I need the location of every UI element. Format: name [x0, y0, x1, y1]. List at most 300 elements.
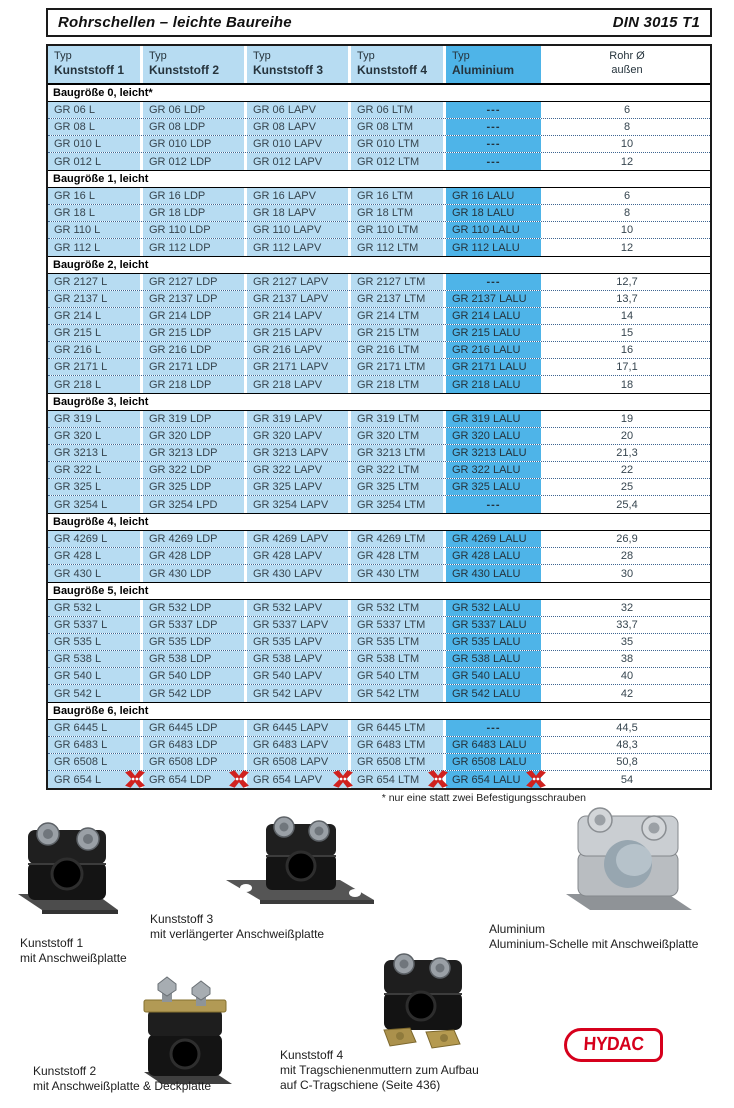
- cell-rohr-aussen: 25: [544, 479, 710, 495]
- caption-kunststoff-3: [150, 912, 324, 942]
- cell-typ-kunststoff-2: GR 112 LDP: [143, 239, 247, 256]
- cell-typ-kunststoff-1: GR 535 L: [48, 634, 143, 650]
- cell-typ-aluminium: GR 216 LALU: [446, 342, 544, 358]
- table-header-row: [48, 46, 710, 85]
- cell-typ-kunststoff-1: GR 18 L: [48, 205, 143, 221]
- cell-typ-kunststoff-2: GR 010 LDP: [143, 136, 247, 152]
- cell-typ-aluminium: GR 654 LALU: [446, 771, 544, 788]
- cell-typ-kunststoff-4: GR 654 LTM: [351, 771, 446, 788]
- table-row: [48, 462, 710, 479]
- cell-typ-kunststoff-3: GR 18 LAPV: [247, 205, 351, 221]
- cell-typ-kunststoff-4: GR 4269 LTM: [351, 531, 446, 547]
- cell-typ-kunststoff-3: GR 3213 LAPV: [247, 445, 351, 461]
- cell-typ-kunststoff-3: GR 08 LAPV: [247, 119, 351, 135]
- cell-typ-kunststoff-4: GR 06 LTM: [351, 102, 446, 118]
- cell-typ-kunststoff-1: GR 16 L: [48, 188, 143, 204]
- cell-typ-kunststoff-2: GR 320 LDP: [143, 428, 247, 444]
- cell-typ-kunststoff-2: GR 18 LDP: [143, 205, 247, 221]
- header-cell-kunststoff-3: [247, 46, 351, 83]
- page-title: Rohrschellen – leichte Baureihe: [58, 14, 292, 31]
- cell-typ-kunststoff-1: GR 3213 L: [48, 445, 143, 461]
- cell-typ-kunststoff-3: GR 214 LAPV: [247, 308, 351, 324]
- discontinued-stamp-icon: [332, 770, 354, 788]
- cell-rohr-aussen: 8: [544, 119, 710, 135]
- cell-typ-kunststoff-2: GR 2127 LDP: [143, 274, 247, 290]
- cell-typ-kunststoff-4: GR 112 LTM: [351, 239, 446, 256]
- cell-typ-kunststoff-4: GR 110 LTM: [351, 222, 446, 238]
- cell-typ-aluminium: GR 538 LALU: [446, 651, 544, 667]
- cell-typ-kunststoff-2: GR 06 LDP: [143, 102, 247, 118]
- cell-typ-aluminium: GR 2137 LALU: [446, 291, 544, 307]
- cell-typ-kunststoff-4: GR 012 LTM: [351, 153, 446, 170]
- header-material-label: Kunststoff 3: [253, 63, 323, 77]
- table-row: [48, 239, 710, 256]
- cell-typ-kunststoff-3: GR 3254 LAPV: [247, 496, 351, 513]
- cell-typ-kunststoff-2: GR 6445 LDP: [143, 720, 247, 736]
- cell-typ-kunststoff-2: GR 6508 LDP: [143, 754, 247, 770]
- cell-rohr-aussen: 44,5: [544, 720, 710, 736]
- cell-typ-kunststoff-3: GR 012 LAPV: [247, 153, 351, 170]
- cell-typ-aluminium: GR 110 LALU: [446, 222, 544, 238]
- cell-typ-aluminium: GR 319 LALU: [446, 411, 544, 427]
- header-typ-label: Typ: [54, 50, 72, 62]
- cell-typ-kunststoff-2: GR 4269 LDP: [143, 531, 247, 547]
- cell-typ-kunststoff-1: GR 532 L: [48, 600, 143, 616]
- cell-typ-kunststoff-4: GR 320 LTM: [351, 428, 446, 444]
- caption-line: Kunststoff 4: [280, 1048, 344, 1062]
- footnote: * nur eine statt zwei Befestigungsschrauben: [381, 792, 586, 804]
- cell-rohr-aussen: 12: [544, 239, 710, 256]
- cell-typ-aluminium: GR 18 LALU: [446, 205, 544, 221]
- cell-typ-kunststoff-1: GR 6508 L: [48, 754, 143, 770]
- cell-typ-aluminium: GR 112 LALU: [446, 239, 544, 256]
- cell-typ-aluminium: GR 535 LALU: [446, 634, 544, 650]
- cell-typ-kunststoff-1: GR 2127 L: [48, 274, 143, 290]
- cell-typ-aluminium: ---: [446, 274, 544, 290]
- table-row: [48, 136, 710, 153]
- cell-typ-aluminium: ---: [446, 496, 544, 513]
- cell-typ-aluminium: ---: [446, 720, 544, 736]
- table-row: [48, 737, 710, 754]
- cell-typ-kunststoff-3: GR 6445 LAPV: [247, 720, 351, 736]
- cell-typ-aluminium: GR 5337 LALU: [446, 617, 544, 633]
- cell-typ-kunststoff-4: GR 2171 LTM: [351, 359, 446, 375]
- cell-typ-aluminium: GR 428 LALU: [446, 548, 544, 564]
- table-row: [48, 325, 710, 342]
- cell-typ-kunststoff-4: GR 218 LTM: [351, 376, 446, 393]
- cell-typ-kunststoff-2: GR 430 LDP: [143, 565, 247, 582]
- cell-typ-kunststoff-3: GR 215 LAPV: [247, 325, 351, 341]
- cell-typ-kunststoff-3: GR 6483 LAPV: [247, 737, 351, 753]
- cell-typ-kunststoff-1: GR 2137 L: [48, 291, 143, 307]
- cell-typ-kunststoff-4: GR 6483 LTM: [351, 737, 446, 753]
- table-row: [48, 634, 710, 651]
- cell-typ-aluminium: ---: [446, 102, 544, 118]
- cell-typ-aluminium: GR 2171 LALU: [446, 359, 544, 375]
- cell-typ-kunststoff-2: GR 2137 LDP: [143, 291, 247, 307]
- cell-typ-aluminium: ---: [446, 136, 544, 152]
- cell-typ-kunststoff-2: GR 3254 LPD: [143, 496, 247, 513]
- table-row: [48, 754, 710, 771]
- header-cell-kunststoff-2: [143, 46, 247, 83]
- cell-rohr-aussen: 54: [544, 771, 710, 788]
- cell-typ-kunststoff-1: GR 4269 L: [48, 531, 143, 547]
- cell-typ-kunststoff-3: GR 112 LAPV: [247, 239, 351, 256]
- table-row: [48, 274, 710, 291]
- header-typ-label: Typ: [452, 50, 470, 62]
- cell-typ-kunststoff-3: GR 540 LAPV: [247, 668, 351, 684]
- cell-rohr-aussen: 20: [544, 428, 710, 444]
- cell-rohr-aussen: 15: [544, 325, 710, 341]
- cell-typ-kunststoff-1: GR 430 L: [48, 565, 143, 582]
- cell-typ-kunststoff-3: GR 2137 LAPV: [247, 291, 351, 307]
- cell-rohr-aussen: 32: [544, 600, 710, 616]
- cell-rohr-aussen: 22: [544, 462, 710, 478]
- cell-typ-aluminium: GR 540 LALU: [446, 668, 544, 684]
- cell-typ-kunststoff-3: GR 430 LAPV: [247, 565, 351, 582]
- header-typ-label: Typ: [357, 50, 375, 62]
- cell-rohr-aussen: 50,8: [544, 754, 710, 770]
- cell-typ-kunststoff-3: GR 654 LAPV: [247, 771, 351, 788]
- table-row: [48, 617, 710, 634]
- cell-rohr-aussen: 42: [544, 685, 710, 702]
- cell-typ-kunststoff-4: GR 08 LTM: [351, 119, 446, 135]
- cell-typ-kunststoff-4: GR 215 LTM: [351, 325, 446, 341]
- cell-typ-kunststoff-1: GR 3254 L: [48, 496, 143, 513]
- section-header-row: Baugröße 6, leicht: [48, 702, 710, 720]
- table-row: [48, 411, 710, 428]
- cell-typ-kunststoff-1: GR 08 L: [48, 119, 143, 135]
- section-header-row: Baugröße 4, leicht: [48, 513, 710, 531]
- table-row: [48, 291, 710, 308]
- cell-typ-kunststoff-1: GR 6483 L: [48, 737, 143, 753]
- cell-typ-kunststoff-4: GR 2127 LTM: [351, 274, 446, 290]
- table-row: [48, 205, 710, 222]
- cell-rohr-aussen: 12: [544, 153, 710, 170]
- caption-line: Kunststoff 3: [150, 912, 214, 926]
- cell-rohr-aussen: 38: [544, 651, 710, 667]
- cell-typ-kunststoff-4: GR 010 LTM: [351, 136, 446, 152]
- plastic-clamp-rail-nuts-illustration: [366, 952, 478, 1057]
- cell-typ-kunststoff-2: GR 214 LDP: [143, 308, 247, 324]
- cell-typ-kunststoff-3: GR 538 LAPV: [247, 651, 351, 667]
- cell-typ-kunststoff-3: GR 320 LAPV: [247, 428, 351, 444]
- cell-typ-kunststoff-3: GR 16 LAPV: [247, 188, 351, 204]
- cell-typ-aluminium: GR 4269 LALU: [446, 531, 544, 547]
- table-row: [48, 359, 710, 376]
- cell-typ-kunststoff-4: GR 214 LTM: [351, 308, 446, 324]
- plastic-clamp-weld-plate-illustration: [12, 818, 124, 920]
- aluminium-clamp-illustration: [556, 806, 704, 918]
- cell-typ-kunststoff-3: GR 2171 LAPV: [247, 359, 351, 375]
- cell-typ-kunststoff-4: GR 216 LTM: [351, 342, 446, 358]
- cell-typ-kunststoff-2: GR 428 LDP: [143, 548, 247, 564]
- cell-typ-kunststoff-4: GR 428 LTM: [351, 548, 446, 564]
- cell-typ-kunststoff-3: GR 2127 LAPV: [247, 274, 351, 290]
- pipe-clamp-table: [46, 44, 712, 790]
- cell-typ-aluminium: GR 532 LALU: [446, 600, 544, 616]
- header-typ-label: Typ: [149, 50, 167, 62]
- table-row: [48, 496, 710, 513]
- caption-line: mit Tragschienenmuttern zum Aufbau: [280, 1063, 479, 1077]
- header-material-label: Kunststoff 1: [54, 63, 124, 77]
- cell-typ-kunststoff-3: GR 4269 LAPV: [247, 531, 351, 547]
- cell-typ-aluminium: GR 16 LALU: [446, 188, 544, 204]
- cell-rohr-aussen: 48,3: [544, 737, 710, 753]
- cell-typ-kunststoff-2: GR 218 LDP: [143, 376, 247, 393]
- cell-rohr-aussen: 10: [544, 222, 710, 238]
- discontinued-stamp-icon: [124, 770, 146, 788]
- cell-typ-kunststoff-2: GR 08 LDP: [143, 119, 247, 135]
- table-row: [48, 308, 710, 325]
- cell-typ-kunststoff-1: GR 2171 L: [48, 359, 143, 375]
- cell-typ-kunststoff-2: GR 540 LDP: [143, 668, 247, 684]
- cell-typ-aluminium: GR 6483 LALU: [446, 737, 544, 753]
- section-header-row: Baugröße 2, leicht: [48, 256, 710, 274]
- cell-typ-kunststoff-4: GR 325 LTM: [351, 479, 446, 495]
- header-rohr-label: Rohr Ø: [609, 50, 645, 62]
- cell-typ-kunststoff-1: GR 216 L: [48, 342, 143, 358]
- cell-typ-aluminium: ---: [446, 153, 544, 170]
- cell-typ-kunststoff-4: GR 2137 LTM: [351, 291, 446, 307]
- cell-typ-kunststoff-4: GR 322 LTM: [351, 462, 446, 478]
- cell-typ-kunststoff-1: GR 320 L: [48, 428, 143, 444]
- cell-typ-kunststoff-2: GR 542 LDP: [143, 685, 247, 702]
- cell-typ-kunststoff-1: GR 06 L: [48, 102, 143, 118]
- cell-rohr-aussen: 28: [544, 548, 710, 564]
- header-aussen-label: außen: [611, 64, 643, 76]
- cell-typ-kunststoff-4: GR 6508 LTM: [351, 754, 446, 770]
- cell-rohr-aussen: 25,4: [544, 496, 710, 513]
- cell-rohr-aussen: 6: [544, 102, 710, 118]
- table-row: [48, 119, 710, 136]
- caption-line: mit Anschweißplatte & Deckplatte: [33, 1079, 212, 1093]
- table-row: [48, 771, 710, 788]
- cell-rohr-aussen: 16: [544, 342, 710, 358]
- cell-typ-kunststoff-3: GR 6508 LAPV: [247, 754, 351, 770]
- header-cell-kunststoff-4: [351, 46, 446, 83]
- cell-typ-kunststoff-1: GR 542 L: [48, 685, 143, 702]
- section-header-row: Baugröße 3, leicht: [48, 393, 710, 411]
- table-row: [48, 153, 710, 170]
- cell-rohr-aussen: 18: [544, 376, 710, 393]
- cell-typ-kunststoff-1: GR 325 L: [48, 479, 143, 495]
- cell-typ-kunststoff-2: GR 654 LDP: [143, 771, 247, 788]
- caption-line: Aluminium-Schelle mit Anschweißplatte: [489, 937, 699, 951]
- cell-typ-kunststoff-1: GR 215 L: [48, 325, 143, 341]
- table-row: [48, 685, 710, 702]
- table-row: [48, 668, 710, 685]
- caption-kunststoff-1: [20, 936, 127, 966]
- header-cell-aluminium: [446, 46, 544, 83]
- cell-typ-kunststoff-3: GR 110 LAPV: [247, 222, 351, 238]
- discontinued-stamp-icon: [427, 770, 449, 788]
- table-row: [48, 188, 710, 205]
- cell-typ-kunststoff-1: GR 214 L: [48, 308, 143, 324]
- cell-rohr-aussen: 8: [544, 205, 710, 221]
- cell-rohr-aussen: 30: [544, 565, 710, 582]
- cell-typ-kunststoff-1: GR 428 L: [48, 548, 143, 564]
- cell-typ-kunststoff-3: GR 216 LAPV: [247, 342, 351, 358]
- table-row: [48, 102, 710, 119]
- caption-kunststoff-2: [33, 1064, 211, 1094]
- cell-typ-kunststoff-3: GR 010 LAPV: [247, 136, 351, 152]
- cell-typ-kunststoff-1: GR 112 L: [48, 239, 143, 256]
- table-row: [48, 342, 710, 359]
- caption-line: mit Anschweißplatte: [20, 951, 127, 965]
- cell-typ-kunststoff-2: GR 5337 LDP: [143, 617, 247, 633]
- header-cell-rohr-aussen: [544, 46, 710, 83]
- table-row: [48, 222, 710, 239]
- cell-rohr-aussen: 19: [544, 411, 710, 427]
- cell-typ-kunststoff-1: GR 538 L: [48, 651, 143, 667]
- cell-typ-aluminium: GR 214 LALU: [446, 308, 544, 324]
- hydac-logo-text: HYDAC: [582, 1034, 645, 1055]
- table-row: [48, 479, 710, 496]
- cell-typ-kunststoff-2: GR 322 LDP: [143, 462, 247, 478]
- cell-typ-aluminium: GR 322 LALU: [446, 462, 544, 478]
- caption-kunststoff-4: [280, 1048, 479, 1093]
- cell-rohr-aussen: 17,1: [544, 359, 710, 375]
- table-row: [48, 428, 710, 445]
- cell-typ-kunststoff-3: GR 535 LAPV: [247, 634, 351, 650]
- cell-typ-kunststoff-3: GR 428 LAPV: [247, 548, 351, 564]
- cell-typ-kunststoff-3: GR 5337 LAPV: [247, 617, 351, 633]
- cell-typ-aluminium: GR 6508 LALU: [446, 754, 544, 770]
- table-row: [48, 600, 710, 617]
- cell-typ-kunststoff-2: GR 215 LDP: [143, 325, 247, 341]
- cell-typ-aluminium: ---: [446, 119, 544, 135]
- cell-typ-aluminium: GR 542 LALU: [446, 685, 544, 702]
- cell-typ-kunststoff-3: GR 218 LAPV: [247, 376, 351, 393]
- cell-rohr-aussen: 40: [544, 668, 710, 684]
- cell-typ-kunststoff-4: GR 18 LTM: [351, 205, 446, 221]
- caption-line: Aluminium: [489, 922, 546, 936]
- cell-typ-kunststoff-3: GR 06 LAPV: [247, 102, 351, 118]
- table-row: [48, 720, 710, 737]
- cell-typ-kunststoff-4: GR 319 LTM: [351, 411, 446, 427]
- din-standard-label: DIN 3015 T1: [612, 14, 700, 31]
- table-row: [48, 445, 710, 462]
- header-material-label: Aluminium: [452, 63, 514, 77]
- section-header-row: Baugröße 5, leicht: [48, 582, 710, 600]
- cell-typ-kunststoff-4: GR 540 LTM: [351, 668, 446, 684]
- cell-typ-kunststoff-2: GR 538 LDP: [143, 651, 247, 667]
- cell-typ-kunststoff-1: GR 319 L: [48, 411, 143, 427]
- header-cell-kunststoff-1: [48, 46, 143, 83]
- table-row: [48, 531, 710, 548]
- cell-rohr-aussen: 26,9: [544, 531, 710, 547]
- cell-typ-kunststoff-4: GR 3254 LTM: [351, 496, 446, 513]
- cell-typ-aluminium: GR 325 LALU: [446, 479, 544, 495]
- caption-line: Kunststoff 2: [33, 1064, 97, 1078]
- cell-typ-kunststoff-1: GR 6445 L: [48, 720, 143, 736]
- cell-typ-kunststoff-2: GR 535 LDP: [143, 634, 247, 650]
- discontinued-stamp-icon: [228, 770, 250, 788]
- cell-rohr-aussen: 35: [544, 634, 710, 650]
- cell-rohr-aussen: 12,7: [544, 274, 710, 290]
- product-photo-kunststoff-3: [222, 814, 377, 919]
- table-row: [48, 651, 710, 668]
- cell-typ-kunststoff-2: GR 6483 LDP: [143, 737, 247, 753]
- cell-typ-kunststoff-1: GR 322 L: [48, 462, 143, 478]
- caption-line: Kunststoff 1: [20, 936, 84, 950]
- cell-typ-kunststoff-1: GR 5337 L: [48, 617, 143, 633]
- cell-rohr-aussen: 13,7: [544, 291, 710, 307]
- cell-typ-kunststoff-4: GR 3213 LTM: [351, 445, 446, 461]
- cell-typ-kunststoff-2: GR 16 LDP: [143, 188, 247, 204]
- cell-typ-kunststoff-2: GR 325 LDP: [143, 479, 247, 495]
- cell-typ-kunststoff-2: GR 319 LDP: [143, 411, 247, 427]
- cell-typ-kunststoff-2: GR 532 LDP: [143, 600, 247, 616]
- product-photo-kunststoff-4: [366, 952, 478, 1062]
- cell-typ-kunststoff-4: GR 535 LTM: [351, 634, 446, 650]
- cell-rohr-aussen: 10: [544, 136, 710, 152]
- cell-typ-kunststoff-3: GR 532 LAPV: [247, 600, 351, 616]
- cell-typ-aluminium: GR 320 LALU: [446, 428, 544, 444]
- cell-typ-kunststoff-2: GR 3213 LDP: [143, 445, 247, 461]
- cell-typ-kunststoff-3: GR 325 LAPV: [247, 479, 351, 495]
- table-row: [48, 548, 710, 565]
- caption-aluminium: [489, 922, 698, 952]
- section-header-row: Baugröße 1, leicht: [48, 170, 710, 188]
- table-row: [48, 565, 710, 582]
- product-photo-aluminium: [556, 806, 704, 923]
- header-material-label: Kunststoff 2: [149, 63, 219, 77]
- cell-typ-kunststoff-1: GR 540 L: [48, 668, 143, 684]
- cell-rohr-aussen: 33,7: [544, 617, 710, 633]
- discontinued-stamp-icon: [525, 770, 547, 788]
- caption-line: mit verlängerter Anschweißplatte: [150, 927, 325, 941]
- cell-typ-aluminium: GR 218 LALU: [446, 376, 544, 393]
- cell-typ-kunststoff-2: GR 2171 LDP: [143, 359, 247, 375]
- cell-typ-kunststoff-2: GR 110 LDP: [143, 222, 247, 238]
- cell-typ-kunststoff-1: GR 654 L: [48, 771, 143, 788]
- caption-line: auf C-Tragschiene (Seite 436): [280, 1078, 441, 1092]
- cell-typ-kunststoff-1: GR 012 L: [48, 153, 143, 170]
- table-row: [48, 376, 710, 393]
- cell-typ-kunststoff-3: GR 542 LAPV: [247, 685, 351, 702]
- product-photo-kunststoff-1: [12, 818, 124, 925]
- plastic-clamp-long-plate-illustration: [222, 814, 377, 914]
- cell-typ-kunststoff-4: GR 5337 LTM: [351, 617, 446, 633]
- cell-rohr-aussen: 14: [544, 308, 710, 324]
- cell-typ-kunststoff-2: GR 012 LDP: [143, 153, 247, 170]
- cell-typ-kunststoff-2: GR 216 LDP: [143, 342, 247, 358]
- cell-typ-aluminium: GR 3213 LALU: [446, 445, 544, 461]
- cell-typ-kunststoff-4: GR 6445 LTM: [351, 720, 446, 736]
- cell-typ-kunststoff-1: GR 218 L: [48, 376, 143, 393]
- cell-typ-kunststoff-4: GR 532 LTM: [351, 600, 446, 616]
- cell-rohr-aussen: 6: [544, 188, 710, 204]
- cell-typ-kunststoff-3: GR 322 LAPV: [247, 462, 351, 478]
- cell-typ-kunststoff-4: GR 542 LTM: [351, 685, 446, 702]
- header-typ-label: Typ: [253, 50, 271, 62]
- cell-typ-kunststoff-4: GR 430 LTM: [351, 565, 446, 582]
- cell-typ-kunststoff-3: GR 319 LAPV: [247, 411, 351, 427]
- cell-typ-aluminium: GR 430 LALU: [446, 565, 544, 582]
- cell-typ-kunststoff-4: GR 16 LTM: [351, 188, 446, 204]
- table-body: [48, 85, 710, 788]
- header-material-label: Kunststoff 4: [357, 63, 427, 77]
- cell-typ-kunststoff-1: GR 010 L: [48, 136, 143, 152]
- section-header-row: Baugröße 0, leicht*: [48, 85, 710, 102]
- cell-typ-kunststoff-4: GR 538 LTM: [351, 651, 446, 667]
- title-bar: [46, 8, 712, 37]
- cell-rohr-aussen: 21,3: [544, 445, 710, 461]
- cell-typ-kunststoff-1: GR 110 L: [48, 222, 143, 238]
- hydac-logo: [564, 1028, 663, 1062]
